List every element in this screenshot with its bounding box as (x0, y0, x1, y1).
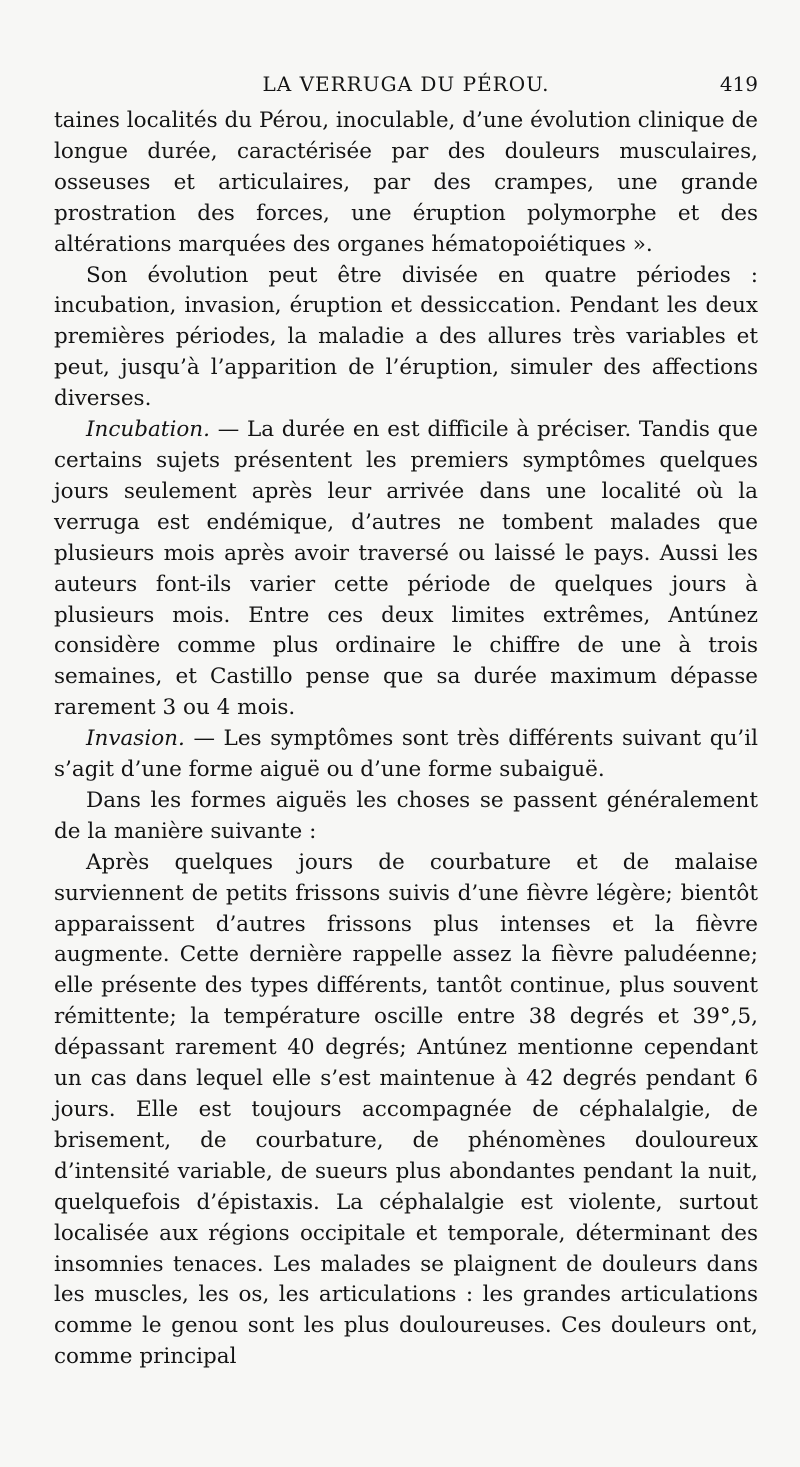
paragraph-invasion (54, 724, 758, 786)
paragraph-text: taines localités du Pérou, inoculable, d’une évolution clinique de longue durée, caractérisée par des douleurs musculaires, osseuses et articulaires, par des crampes, une grande prostration des forces, une éruption polymorphe et des altérations marquées des organes hématopoiétiques ». (54, 108, 758, 257)
paragraph-text: — Les symptômes sont très différents suivant qu’il s’agit d’une forme aiguë ou d’une forme subaiguë. (54, 726, 758, 783)
paragraph-evolution (54, 261, 758, 416)
paragraph-continuation (54, 106, 758, 261)
page-number: 419 (719, 72, 758, 96)
paragraph-text: Dans les formes aiguës les choses se passent généralement de la manière suivante : (54, 787, 758, 844)
paragraph-text: Après quelques jours de courbature et de malaise surviennent de petits frissons suivis d’une fièvre légère; bientôt apparaissent d’autres frissons plus intenses et la fièvre augmente. Cette dernière rappelle assez la fièvre paludéenne; elle présente des types différents, tantôt continue, plus souvent rémittente; la température oscille entre 38 degrés et 39°,5, dépassant rarement 40 degrés; Antúnez mentionne cependant un cas dans lequel elle s’est maintenue à 42 degrés pendant 6 jours. Elle est toujours accompagnée de céphalalgie, de brisement, de courbature, de phénomènes douloureux d’intensité variable, de sueurs plus abondantes pendant la nuit, quelquefois d’épistaxis. La céphalalgie est violente, surtout localisée aux régions occipitale et temporale, déterminant des insomnies tenaces. Les malades se plaignent de douleurs dans les muscles, les os, les articulations : les grandes articulations comme le genou sont les plus douloureuses. Ces douleurs ont, comme principal (54, 849, 758, 1370)
paragraph-symptoms (54, 848, 758, 1373)
section-heading-incubation: Incubation. (86, 417, 210, 443)
running-title: LA VERRUGA DU PÉROU. (262, 72, 550, 96)
paragraph-incubation (54, 415, 758, 724)
body-text (54, 106, 758, 1373)
page-header (54, 72, 758, 104)
paragraph-acute-forms (54, 786, 758, 848)
paragraph-text: Son évolution peut être divisée en quatre périodes : incubation, invasion, éruption et dessiccation. Pendant les deux premières périodes, la maladie a des allures très variables et peut, jusqu’à l’apparition de l’éruption, simuler des affections diverses. (54, 262, 758, 412)
paragraph-text: — La durée en est difficile à préciser. Tandis que certains sujets présentent les premiers symptômes quelques jours seulement après leur arrivée dans une localité où la verruga est endémique, d’autres ne tombent malades que plusieurs mois après avoir traversé ou laissé le pays. Aussi les auteurs font-ils varier cette période de quelques jours à plusieurs mois. Entre ces deux limites extrêmes, Antúnez considère comme plus ordinaire le chiffre de une à trois semaines, et Castillo pense que sa durée maximum dépasse rarement 3 ou 4 mois. (54, 417, 758, 721)
section-heading-invasion: Invasion. (86, 726, 185, 752)
